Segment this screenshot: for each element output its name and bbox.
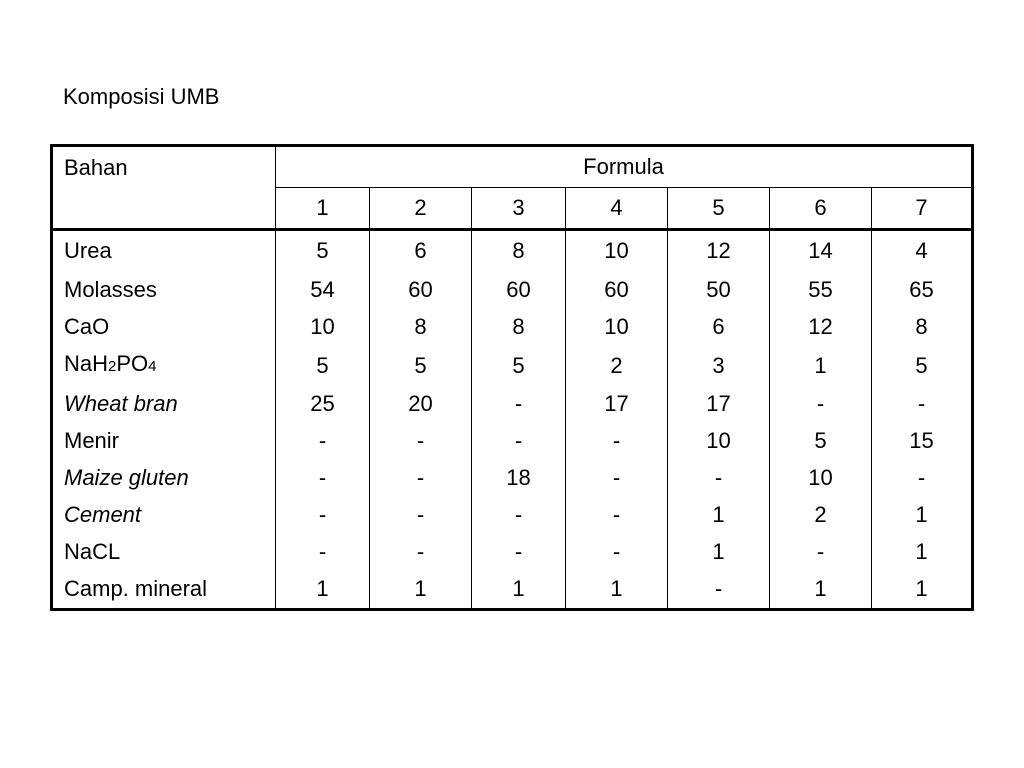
page-title: Komposisi UMB [63,84,220,109]
table-cell: 6 [668,308,770,345]
table-cell: 1 [276,570,370,610]
table-cell: 17 [566,385,668,422]
table-row [52,459,973,496]
table-cell: 60 [566,271,668,308]
table-cell: 1 [770,570,872,610]
table-cell: - [370,533,472,570]
table-cell: 2 [566,345,668,385]
table-row [52,308,973,345]
table-cell: - [566,459,668,496]
subscript-digit: 4 [148,358,157,375]
table-cell: 5 [472,345,566,385]
table-cell: 5 [276,230,370,272]
table-cell: 5 [770,422,872,459]
ingredient-name: Camp. mineral [52,570,276,610]
table-row [52,230,973,272]
ingredient-name: Urea [52,230,276,272]
table-cell: 17 [668,385,770,422]
table-cell: - [566,533,668,570]
table-cell: 10 [276,308,370,345]
table-cell: 1 [472,570,566,610]
table-cell: 10 [668,422,770,459]
table-cell: 55 [770,271,872,308]
table-cell: - [770,533,872,570]
table-cell: - [668,570,770,610]
table-cell: 60 [370,271,472,308]
ingredient-name: Wheat bran [52,385,276,422]
table-cell: - [276,496,370,533]
table-cell: - [872,459,973,496]
table-cell: 20 [370,385,472,422]
table-cell: 65 [872,271,973,308]
table-cell: - [472,496,566,533]
table-cell: - [566,496,668,533]
table-cell: 12 [770,308,872,345]
table-cell: 60 [472,271,566,308]
table-cell: - [370,496,472,533]
table-cell: 54 [276,271,370,308]
table-cell: 1 [872,496,973,533]
table-cell: 1 [668,496,770,533]
table-cell: - [472,385,566,422]
table-row [52,496,973,533]
table-body [52,230,973,610]
table-cell: - [276,533,370,570]
column-header-bahan: Bahan [52,146,276,230]
table-cell: - [370,459,472,496]
table-cell: 4 [872,230,973,272]
table-cell: - [276,422,370,459]
table-cell: 1 [668,533,770,570]
table-cell: - [770,385,872,422]
column-header-formula: Formula [276,146,973,188]
table-cell: - [472,422,566,459]
table-cell: 18 [472,459,566,496]
table-cell: 8 [472,308,566,345]
table-cell: 5 [872,345,973,385]
table-cell: - [566,422,668,459]
formula-number: 1 [276,188,370,230]
table-cell: 1 [872,570,973,610]
header-row [52,146,973,188]
ingredient-name: Molasses [52,271,276,308]
table-cell: 8 [872,308,973,345]
ingredient-name: Maize gluten [52,459,276,496]
table-cell: 12 [668,230,770,272]
ingredient-name [52,345,276,385]
table-row [52,385,973,422]
table-cell: 50 [668,271,770,308]
table-cell: - [872,385,973,422]
table-cell: 8 [472,230,566,272]
table-row [52,570,973,610]
table-cell: - [370,422,472,459]
formula-number: 6 [770,188,872,230]
ingredient-name: NaCL [52,533,276,570]
table-cell: 25 [276,385,370,422]
ingredient-name: Menir [52,422,276,459]
formula-number: 7 [872,188,973,230]
table-cell: 14 [770,230,872,272]
formula-number: 2 [370,188,472,230]
table-cell: 10 [770,459,872,496]
ingredient-name: CaO [52,308,276,345]
table-cell: 10 [566,308,668,345]
formula-number: 5 [668,188,770,230]
table-row [52,533,973,570]
table-cell: 8 [370,308,472,345]
formula-part: NaH [64,351,109,376]
table-cell: 1 [770,345,872,385]
composition-table [50,144,974,611]
table-cell: 1 [566,570,668,610]
table-row [52,271,973,308]
table-cell: 15 [872,422,973,459]
table-cell: - [668,459,770,496]
table-cell: 3 [668,345,770,385]
table-cell: 6 [370,230,472,272]
formula-number: 3 [472,188,566,230]
table-cell: 1 [872,533,973,570]
formula-number: 4 [566,188,668,230]
table-cell: 2 [770,496,872,533]
table-cell: 5 [370,345,472,385]
formula-part: PO [116,351,149,376]
table-cell: - [472,533,566,570]
subscript-digit: 2 [108,358,117,375]
table-cell: 5 [276,345,370,385]
table-row [52,422,973,459]
table-cell: 10 [566,230,668,272]
ingredient-name: Cement [52,496,276,533]
table-cell: - [276,459,370,496]
table-row [52,345,973,385]
table-cell: 1 [370,570,472,610]
